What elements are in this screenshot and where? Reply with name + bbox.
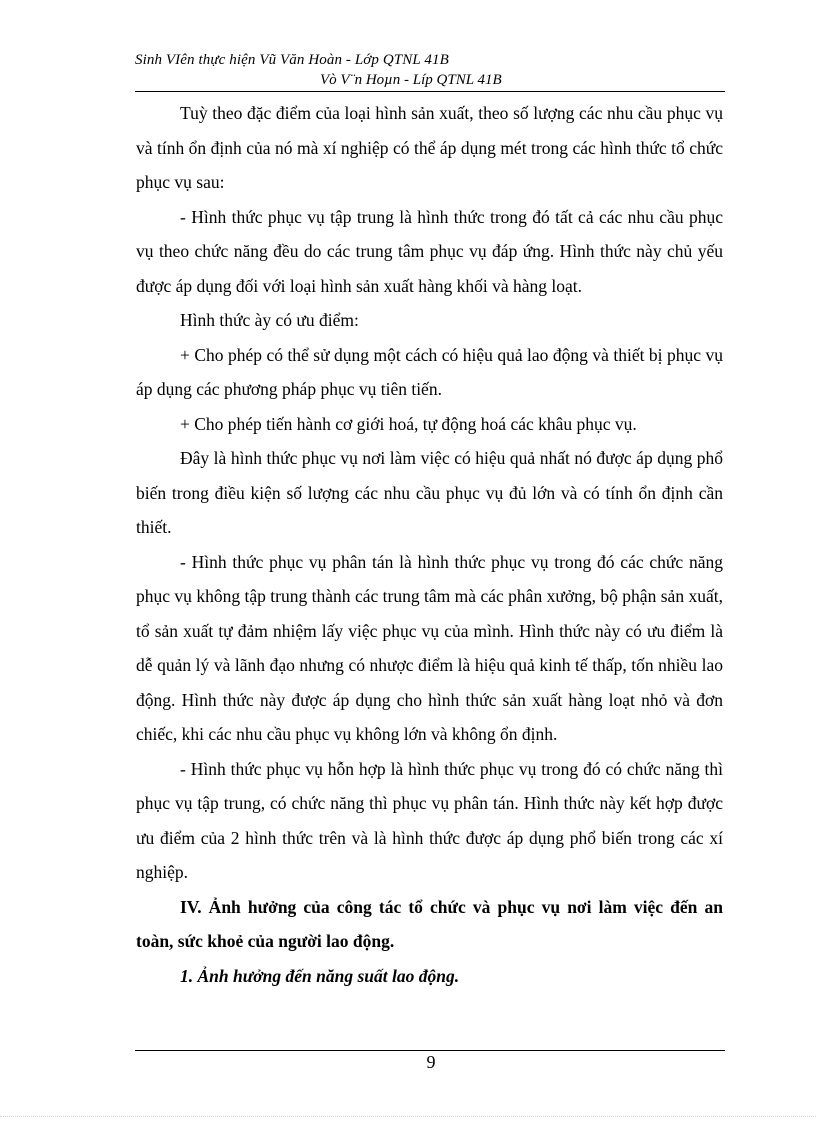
body-text <box>136 96 723 993</box>
paragraph-effectiveness: Đây là hình thức phục vụ nơi làm việc có hiệu quả nhất nó được áp dụng phổ biến trong điều kiện số lượng các nhu cầu phục vụ đủ lớn và có tính ổn định cần thiết. <box>136 448 723 537</box>
footer-divider <box>135 1050 725 1051</box>
page-number: 9 <box>426 1052 436 1072</box>
subsection-heading: 1. Ảnh hưởng đến năng suất lao động. <box>180 965 460 986</box>
header-divider <box>135 91 725 92</box>
paragraph-advantage-1: + Cho phép có thể sử dụng một cách có hiệu quả lao động và thiết bị phục vụ áp dụng các phương pháp phục vụ tiên tiến. <box>136 344 723 399</box>
paragraph-advantage-2: + Cho phép tiến hành cơ giới hoá, tự động hoá các khâu phục vụ. <box>180 413 637 434</box>
paragraph-intro: Tuỳ theo đặc điểm của loại hình sản xuất, theo số lượng các nhu cầu phục vụ và tính ổn định của nó mà xí nghiệp có thể áp dụng mét trong các hình thức tổ chức phục vụ sau: <box>136 103 723 192</box>
paragraph-decentralized-service: - Hình thức phục vụ phân tán là hình thức phục vụ trong đó các chức năng phục vụ không tập trung thành các trung tâm mà các phân xưởng, bộ phận sản xuất, tổ sản xuất tự đảm nhiệm lấy việc phục vụ của mình. Hình thức này có ưu điểm là dễ quản lý và lãnh đạo nhưng có nhược điểm là hiệu quả kinh tế thấp, tốn nhiều lao động. Hình thức này được áp dụng cho hình thức sản xuất hàng loạt nhỏ và đơn chiếc, khi các nhu cầu phục vụ không lớn và không ổn định. <box>136 551 723 744</box>
running-header-line-1: Sinh VIên thực hiện Vũ Văn Hoàn - Lớp QTNL 41B <box>135 52 449 68</box>
paragraph-advantages-label: Hình thức ày có ưu điểm: <box>180 310 359 330</box>
paragraph-centralized-service: - Hình thức phục vụ tập trung là hình thức trong đó tất cả các nhu cầu phục vụ theo chức năng đều do các trung tâm phục vụ đáp ứng. Hình thức này chủ yếu được áp dụng đối với loại hình sản xuất hàng khối và hàng loạt. <box>136 206 723 296</box>
section-heading: IV. Ảnh hưởng của công tác tổ chức và phục vụ nơi làm việc đến an toàn, sức khoẻ của người lao động. <box>136 896 723 951</box>
paragraph-mixed-service: - Hình thức phục vụ hỗn hợp là hình thức phục vụ trong đó có chức năng thì phục vụ tập trung, có chức năng thì phục vụ phân tán. Hình thức này kết hợp được ưu điểm của 2 hình thức trên và là hình thức được áp dụng phổ biến trong các xí nghiệp. <box>136 758 723 882</box>
page-bottom-border <box>0 1116 816 1117</box>
running-header-line-2: Vò V¨n Hoµn - Líp QTNL 41B <box>320 72 502 88</box>
